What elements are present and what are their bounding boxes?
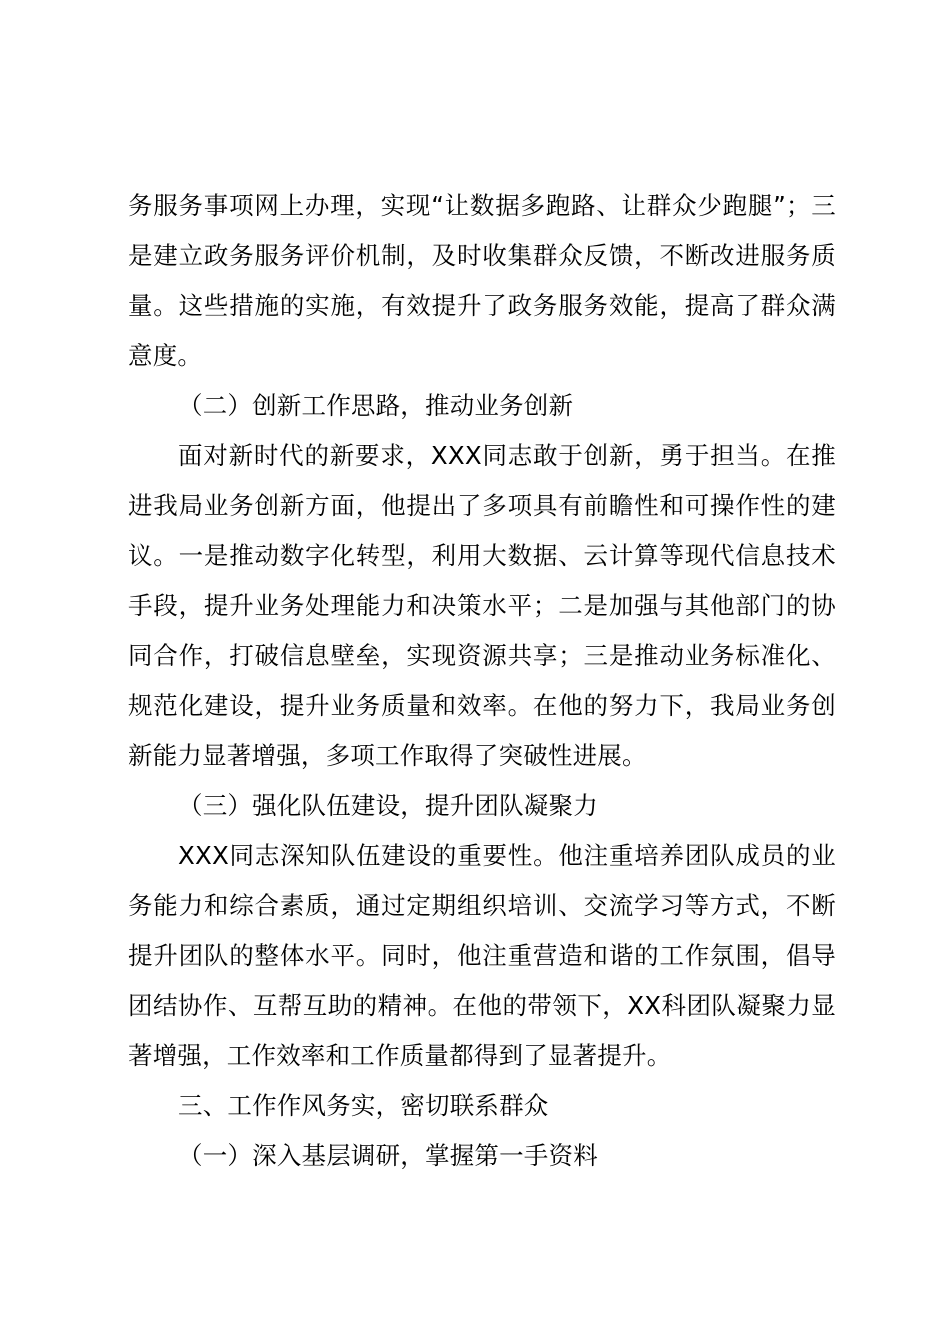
- body-paragraph-innovation: 面对新时代的新要求，XXX同志敢于创新，勇于担当。在推进我局业务创新方面，他提出了多项具有前瞻性和可操作性的建议。一是推动数字化转型，利用大数据、云计算等现代信息技术手段，提升业务处理能力和决策水平；二是加强与其他部门的协同合作，打破信息壁垒，实现资源共享；三是推动业务标准化、规范化建设，提升业务质量和效率。在他的努力下，我局业务创新能力显著增强，多项工作取得了突破性进展。: [128, 441, 836, 770]
- subheading-grassroots-research: （一）深入基层调研，掌握第一手资料: [178, 1141, 598, 1170]
- document-body: [128, 181, 836, 1181]
- subheading-innovation: （二）创新工作思路，推动业务创新: [178, 391, 574, 420]
- body-paragraph-team-building: XXX同志深知队伍建设的重要性。他注重培养团队成员的业务能力和综合素质，通过定期组织培训、交流学习等方式，不断提升团队的整体水平。同时，他注重营造和谐的工作氛围，倡导团结协作、互帮互助的精神。在他的带领下，XX科团队凝聚力显著增强，工作效率和工作质量都得到了显著提升。: [128, 841, 836, 1070]
- section-heading-work-style: 三、工作作风务实，密切联系群众: [178, 1091, 549, 1120]
- subheading-team-building: （三）强化队伍建设，提升团队凝聚力: [178, 791, 598, 820]
- body-paragraph-continuation: 务服务事项网上办理，实现“让数据多跑路、让群众少跑腿”；三是建立政务服务评价机制，及时收集群众反馈，不断改进服务质量。这些措施的实施，有效提升了政务服务效能，提高了群众满意度。: [128, 191, 836, 370]
